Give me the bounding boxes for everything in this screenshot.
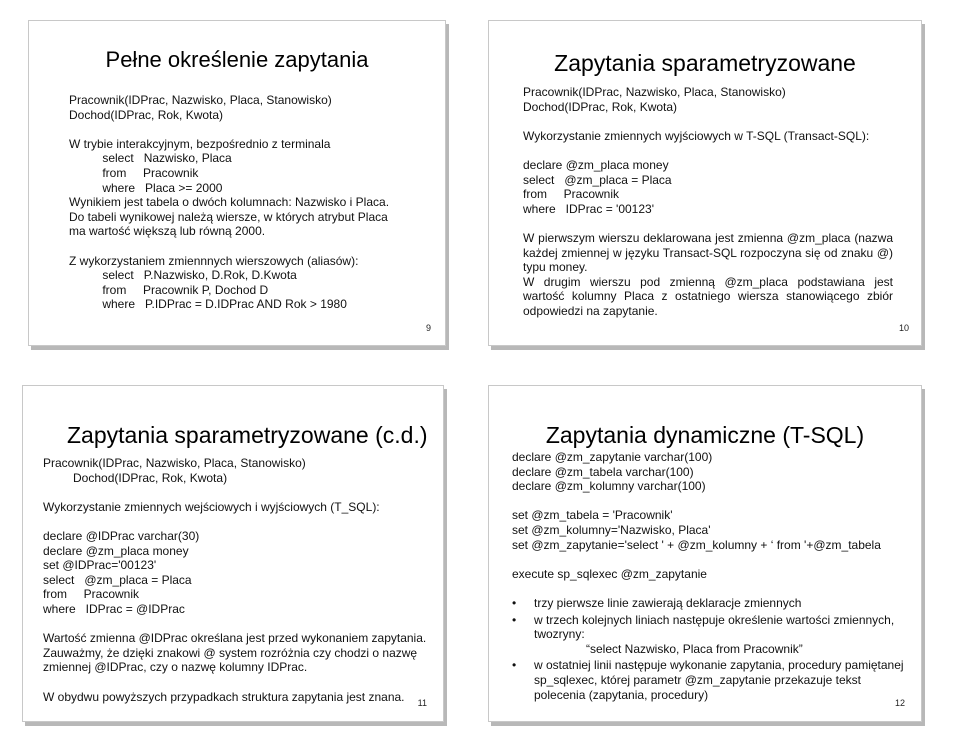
sql-line: set @zm_kolumny='Nazwisko, Placa': [512, 522, 711, 537]
sql-line: where IDPrac = '00123': [523, 201, 654, 216]
sql-line: set @IDPrac='00123': [43, 558, 157, 573]
list-item: [512, 658, 910, 702]
sql-line: where P.IDPrac = D.IDPrac AND Rok > 1980: [69, 297, 347, 312]
text-line: Zauważmy, że dzięki znakowi @ system rozróżnia czy chodzi o nazwę: [43, 645, 418, 660]
sql-line: from Pracownik: [523, 187, 620, 202]
text-line: Pracownik(IDPrac, Nazwisko, Placa, Stanowisko): [523, 85, 786, 99]
text-line: Wykorzystanie zmiennych wejściowych i wyjściowych (T_SQL):: [43, 499, 380, 514]
bullet-icon: •: [512, 658, 517, 673]
sql-line: declare @zm_kolumny varchar(100): [512, 479, 706, 494]
bullet-text: trzy pierwsze linie zawierają deklaracje zmiennych: [534, 595, 802, 610]
sql-line: where Placa >= 2000: [69, 180, 223, 195]
slide-9: [28, 20, 446, 346]
text-line: zmiennej @IDPrac, czy o nazwę kolumny IDPrac.: [43, 660, 308, 675]
list-item: [512, 596, 910, 611]
sql-line: select @zm_placa = Placa: [43, 572, 192, 587]
text-line: Z wykorzystaniem zmiennnych wierszowych (aliasów):: [69, 253, 359, 268]
page-number: 9: [425, 323, 431, 333]
sql-line: set @zm_zapytanie='select ' + @zm_kolumny + ‘ from '+@zm_tabela: [512, 537, 881, 552]
page-number: 11: [417, 698, 427, 708]
sql-line: from Pracownik: [69, 165, 199, 180]
text-line: ma wartość większą lub równą 2000.: [69, 224, 266, 239]
sql-line: declare @zm_placa money: [43, 543, 189, 558]
bullet-text: w ostatniej linii następuje wykonanie zapytania, procedury pamiętanej sp_sqlexec, której parametr @zm_zapytanie przekazuje tekst polecenia (zapytania, procedury): [534, 658, 904, 702]
text-line: Wartość zmienna @IDPrac określana jest przed wykonaniem zapytania.: [43, 631, 427, 646]
sql-line: declare @zm_placa money: [523, 157, 669, 172]
bullet-icon: •: [512, 595, 517, 610]
text-line: Dochod(IDPrac, Rok, Kwota): [69, 107, 224, 122]
slide-body: [43, 456, 433, 704]
text-line: Pracownik(IDPrac, Nazwisko, Placa, Stanowisko): [69, 93, 332, 107]
slide-title: Zapytania sparametryzowane (c.d.): [67, 422, 428, 448]
slide-12: [488, 385, 922, 722]
text-line: Wykorzystanie zmiennych wyjściowych w T-SQL (Transact-SQL):: [523, 128, 870, 143]
sql-line: execute sp_sqlexec @zm_zapytanie: [512, 566, 707, 581]
paragraph: W drugim wierszu pod zmienną @zm_placa podstawiana jest wartość kolumny Placa z ostatniego wiersza stanowiącego zbiór odpowiedzi na zapytanie.: [523, 274, 893, 318]
text-line: W obydwu powyższych przypadkach struktura zapytania jest znana.: [43, 689, 405, 704]
slide-title: Zapytania sparametryzowane: [554, 50, 856, 76]
slide-title: Zapytania dynamiczne (T-SQL): [545, 422, 865, 448]
bullet-icon: •: [512, 612, 517, 627]
text-line: Pracownik(IDPrac, Nazwisko, Placa, Stanowisko): [43, 456, 306, 470]
slide-body: [69, 93, 429, 312]
text-line: Dochod(IDPrac, Rok, Kwota): [43, 470, 228, 485]
sql-line: from Pracownik: [43, 587, 140, 602]
sql-line: select P.Nazwisko, D.Rok, D.Kwota: [69, 268, 297, 283]
sql-line: declare @zm_tabela varchar(100): [512, 464, 694, 479]
sql-line: select @zm_placa = Placa: [523, 172, 672, 187]
text-line: Do tabeli wynikowej należą wiersze, w których atrybut Placa: [69, 209, 388, 224]
sql-line: select Nazwisko, Placa: [69, 151, 232, 166]
bullet-list: [512, 596, 910, 702]
page-number: 12: [894, 698, 905, 708]
slide-10: [488, 20, 922, 346]
sql-line: where IDPrac = @IDPrac: [43, 601, 185, 616]
sql-line: from Pracownik P, Dochod D: [69, 282, 269, 297]
text-line: Dochod(IDPrac, Rok, Kwota): [523, 99, 678, 114]
paragraph: W pierwszym wierszu deklarowana jest zmienna @zm_placa (nazwa każdej zmiennej w języku Transact-SQL rozpoczyna się od znaku @) typu money.: [523, 230, 893, 275]
bullet-text: w trzech kolejnych liniach następuje określenie wartości zmiennych, twozryny:: [534, 612, 895, 642]
list-item: [512, 613, 910, 657]
quote-line: “select Nazwisko, Placa from Pracownik”: [586, 641, 803, 656]
sql-line: set @zm_tabela = 'Pracownik': [512, 508, 673, 523]
slide-title: Pełne określenie zapytania: [105, 47, 369, 72]
slide-body: [523, 85, 893, 319]
slide-body: [512, 450, 910, 704]
sql-line: declare @IDPrac varchar(30): [43, 528, 200, 543]
sql-line: declare @zm_zapytanie varchar(100): [512, 450, 713, 464]
text-line: W trybie interakcyjnym, bezpośrednio z terminala: [69, 136, 331, 151]
slide-11: [22, 385, 444, 722]
page-number: 10: [898, 323, 909, 333]
text-line: Wynikiem jest tabela o dwóch kolumnach: Nazwisko i Placa.: [69, 195, 390, 210]
